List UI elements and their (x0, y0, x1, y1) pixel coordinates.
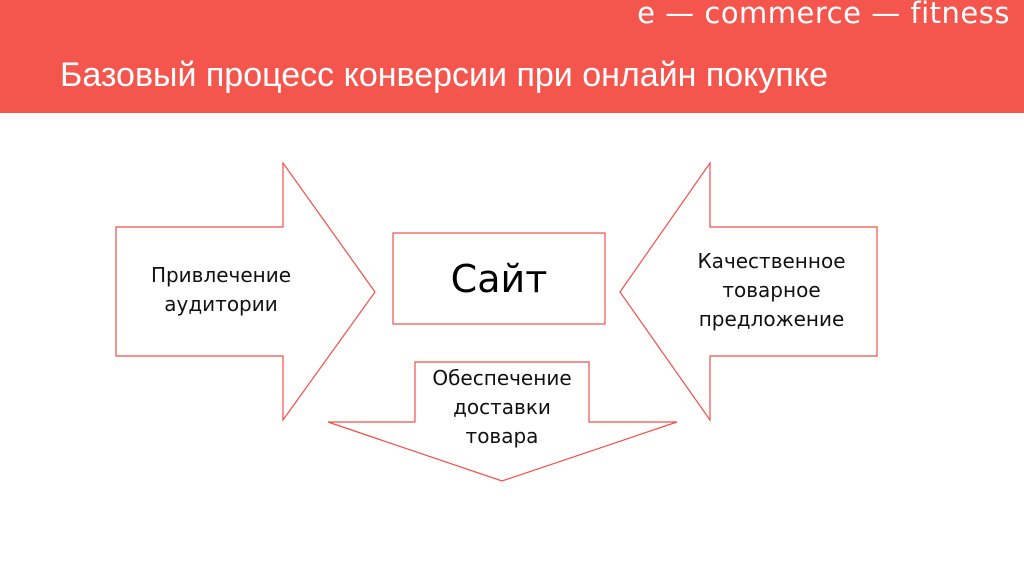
right-arrow-line-3: предложение (698, 307, 845, 331)
bottom-arrow-label (415, 364, 589, 451)
right-arrow-line-1: Качественное (697, 249, 846, 273)
bottom-arrow-line-2: доставки (453, 395, 551, 419)
center-box-label (393, 257, 605, 301)
brand-logo-text: e — commerce — fitness (637, 0, 1010, 30)
bottom-arrow-line-1: Обеспечение (432, 366, 572, 390)
right-arrow-line-2: товарное (722, 278, 821, 302)
right-arrow-label (666, 247, 877, 334)
left-arrow-label (116, 261, 326, 319)
slide-title: Базовый процесс конверсии при онлайн покупке (60, 56, 829, 94)
bottom-arrow-line-3: товара (465, 424, 539, 448)
left-arrow-line-1: Привлечение (150, 263, 292, 287)
center-box-text: Сайт (450, 257, 548, 301)
left-arrow-line-2: аудитории (164, 292, 278, 316)
